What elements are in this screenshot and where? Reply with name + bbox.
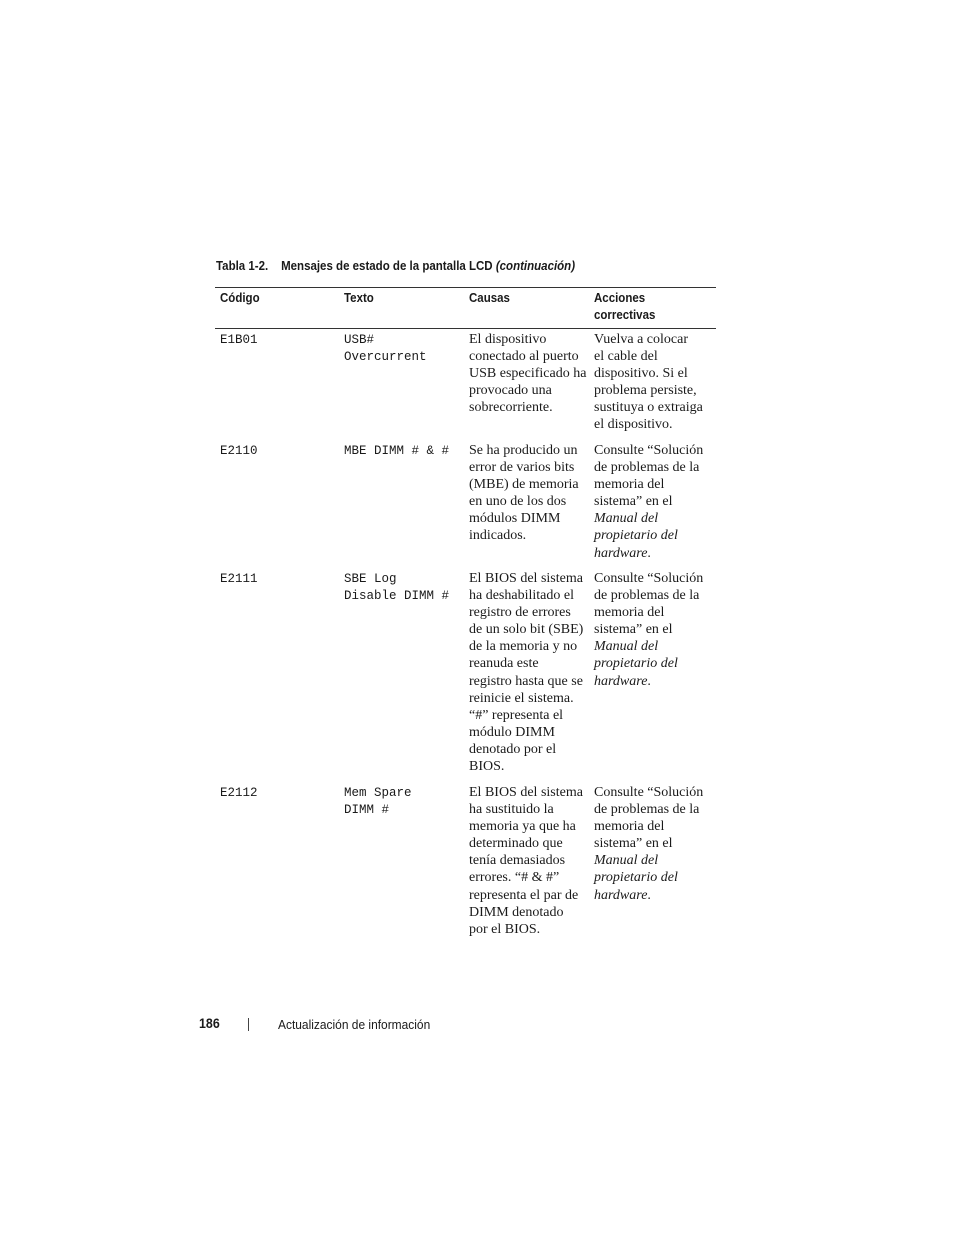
row-actions: Consulte “Solución de problemas de la memoria del sistema” en el Manual del propietario del hardware.: [594, 785, 704, 903]
table-caption: [216, 259, 575, 273]
footer-divider: [248, 1018, 249, 1031]
row-code: E1B01: [220, 333, 258, 347]
row-text: SBE Log Disable DIMM #: [344, 572, 450, 604]
header-actions-line2: correctivas: [594, 308, 656, 322]
header-actions-line1: Acciones: [594, 291, 646, 305]
row-actions: Consulte “Solución de problemas de la memoria del sistema” en el Manual del propietario del hardware.: [594, 443, 704, 561]
table-header-rule: [215, 328, 716, 329]
row-code: E2112: [220, 786, 258, 800]
table-caption-label: Tabla 1-2.: [216, 259, 269, 273]
page-number: 186: [199, 1016, 220, 1031]
row-actions: Vuelva a colocar el cable del dispositivo. Si el problema persiste, sustituya o extraiga el dispositivo.: [594, 332, 703, 433]
row-text: Mem Spare DIMM #: [344, 786, 412, 818]
row-causes: El BIOS del sistema ha sustituido la memoria ya que ha determinado que tenía demasiados errores. “# & #” representa el par de DIMM denotado por el BIOS.: [469, 785, 583, 937]
row-text: MBE DIMM # & #: [344, 444, 450, 458]
table-caption-title: Mensajes de estado de la pantalla LCD: [281, 259, 493, 273]
header-causes: Causas: [469, 291, 510, 305]
footer-section-title: Actualización de información: [278, 1017, 431, 1032]
row-causes: El BIOS del sistema ha deshabilitado el registro de errores de un solo bit (SBE) de la memoria y no reanuda este registro hasta que se reinicie el sistema. “#” representa el módulo DIMM denotado por el BIOS.: [469, 571, 584, 775]
row-causes: Se ha producido un error de varios bits (MBE) de memoria en uno de los dos módulos DIMM indicados.: [469, 443, 579, 544]
row-causes: El dispositivo conectado al puerto USB especificado ha provocado una sobrecorriente.: [469, 332, 587, 416]
row-code: E2110: [220, 444, 258, 458]
header-code: Código: [220, 291, 260, 305]
header-actions: [594, 290, 706, 324]
header-text: Texto: [344, 291, 374, 305]
row-text: USB# Overcurrent: [344, 333, 427, 365]
table-caption-continuation: (continuación): [495, 259, 576, 273]
row-code: E2111: [220, 572, 258, 586]
row-actions: Consulte “Solución de problemas de la memoria del sistema” en el Manual del propietario del hardware.: [594, 571, 704, 689]
table-top-rule: [215, 287, 716, 288]
